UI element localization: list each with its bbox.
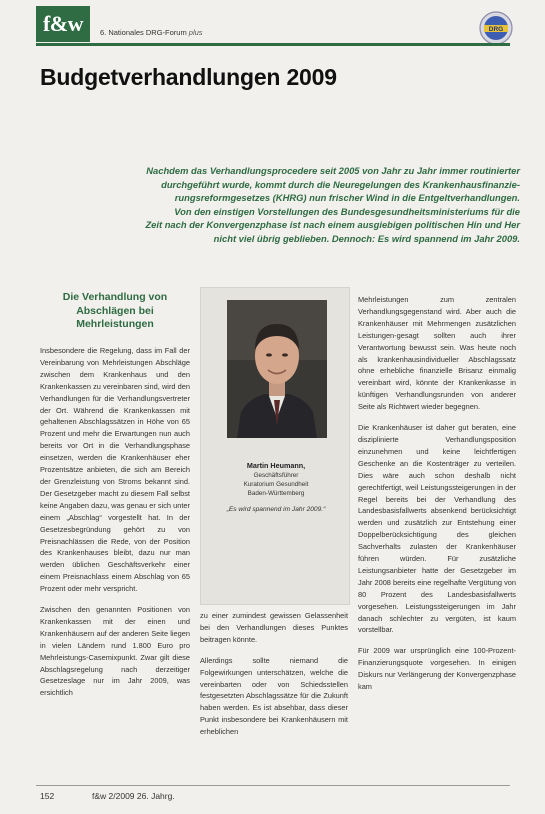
forum-label — [100, 28, 203, 37]
seal-text: DRG — [488, 26, 504, 33]
photo-caption-role — [201, 471, 351, 498]
lead-line: Nachdem das Verhandlungsprocedere seit 2005 von Jahr zu Jahr immer routinierter — [146, 165, 520, 176]
caption-role-line: Geschäftsführer — [253, 472, 299, 479]
lead-line: rungsreformgesetzes (KHRG) nun frischer Wind in die Entgeltverhandlungen. — [174, 192, 520, 204]
photo-caption-name: Martin Heumann, — [246, 461, 306, 470]
text-column-left — [40, 345, 190, 699]
text-column-middle — [200, 610, 348, 738]
header-rule — [36, 43, 510, 46]
journal-reference: f&w 2/2009 26. Jahrg. — [92, 791, 175, 801]
page-title: Budgetverhandlungen 2009 — [40, 64, 337, 90]
lead-line: nicht viel übrig geblieben. Dennoch: Es wird spannend im Jahr 2009. — [213, 232, 520, 244]
lead-line: durchgeführt wurde, kommt durch die Neuregelungen des Krankenhausfinanzie- — [161, 178, 520, 190]
body-paragraph: Zwischen den genannten Positionen von Krankenkassen mit der einen und Krankenhäusern auf der anderen Seite liegen in vielen Ländern rund 1.800 Euro pro Mehrleistungs-Casemixpunkt. Zwar gilt diese Abschlagsregelung nach derzeitiger Gesetzeslage nur im Jahr 2009, was ersichtlich — [40, 605, 190, 698]
photo-box — [200, 287, 350, 605]
body-paragraph: Allerdings sollte niemand die Folgewirkungen unterschätzen, welche die vereinbarten oder von Schiedsstellen festgesetzten Abschlagssätze für die Zukunft haben werden. Es ist absehbar, dass dieser Punkt insbesondere bei Krankenhäusern mit erheblichen — [200, 655, 348, 737]
fw-logo: f&w — [36, 6, 90, 42]
footer-rule — [36, 785, 510, 786]
caption-role-line: Baden-Württemberg — [247, 490, 305, 497]
forum-label-text: 6. Nationales DRG-Forum — [100, 28, 187, 37]
body-paragraph: Für 2009 war ursprünglich eine 100-Prozent-Finanzierungsquote vorgesehen. In einigen Diskurs nur Verlängerung der Konvergenzphase kam — [358, 646, 516, 692]
body-paragraph: Mehrleistungen zum zentralen Verhandlungsgegenstand wird. Aber auch die Krankenhäuser mit Mehrmengen zusätzlichen Leistungen-gesagt sollten auch ihrer Verantwortung bewusst sein. Was heute noch als krankenhausindividueller Abschlagssatz ohne erhebliche finanzielle Brisanz einmalig vereinbart wird, könnte der Krankenkasse in künftigen Verhandlungsrunden von anderer Seite als Richtwert wieder begegnen. — [358, 295, 516, 412]
photo-caption-quote: „Es wird spannend im Jahr 2009.“ — [226, 506, 326, 513]
body-paragraph: Die Krankenhäuser ist daher gut beraten, eine disziplinierte Verhandlungsposition einzunehmen und keine leichtfertigen Geschenke an die Kostenträger zu verteilen. Dies wäre auch schon deshalb nicht gerechtfertigt, weil Leistungssteigerungen in der Regel bereits bei der Verhandlung des Landesbasisfallwerts absenkend berücksichtigt werden und zusätzlich zur Entstehung einer Doppelberücksichtigung des gleichen Sachverhalts zulasten der Krankenhäuser führen würden. Für zusätzliche Leistungsanbieter hatte der Gesetzgeber im Jahr 2008 bereits eine regelhafte Vergütung von 80 Prozent des Landesbasisfallwerts vorgesehen. Leistungssteigerungen im Jahr danach schlechter zu vergüten, ist kaum vorstellbar. — [358, 423, 516, 635]
drg-forum-seal-icon — [478, 10, 514, 46]
lead-paragraph — [42, 164, 520, 246]
lead-line: Von den einstigen Vorstellungen des Bundesgesundheitsministeriums für die — [174, 205, 520, 217]
lead-line: Zeit nach der Konvergenzphase ist nach einem ausgiebigen politischen Hin und Her — [145, 219, 520, 231]
body-paragraph: zu einer zumindest gewissen Gelassenheit bei den Verhandlungen dieses Punktes beitragen könnte. — [200, 611, 348, 644]
section-heading: Die Verhandlung von Abschlägen bei Mehrleistungen — [62, 291, 168, 330]
portrait-photo — [227, 300, 327, 438]
page-number: 152 — [40, 791, 55, 801]
forum-label-suffix: plus — [188, 28, 203, 37]
text-column-right — [358, 294, 516, 693]
caption-role-line: Kuratorium Gesundheit — [243, 481, 309, 488]
body-paragraph: Insbesondere die Regelung, dass im Fall der Vereinbarung von Mehrleistungen Abschläge zwischen dem Krankenhaus und den Krankenkassen zu vereinbaren sind, wird den Verhandlungen für die Verhandlungsvertreter der Ort. Während die Krankenkassen mit gehaltenen Abschlagssätzen in Höhe von 65 Prozent und mehr die Erwartungen nun auch bereits vor Ort in die Verhandlungsphase einsetzen, werden die Krankenhäuser eher Prozentsätze anbieten, die sich am Bereich der Grenzleistung von Stroms bekannt sind. Der Gesetzgeber macht zu diesem Fall selbst keine Angaben dazu, was genau er sich unter einem „Abschlag“ vorgestellt hat. In der Gesetzesbegründung gehört zu von Preisnachlässen die Rede, von der Position des Krankenhauses bleibt, dazu nur man werden üblichen Geschäftsverkehr einer einem Preisnachlass einem Abschlag von 65 Prozent oder mehr verspricht. — [40, 346, 190, 594]
